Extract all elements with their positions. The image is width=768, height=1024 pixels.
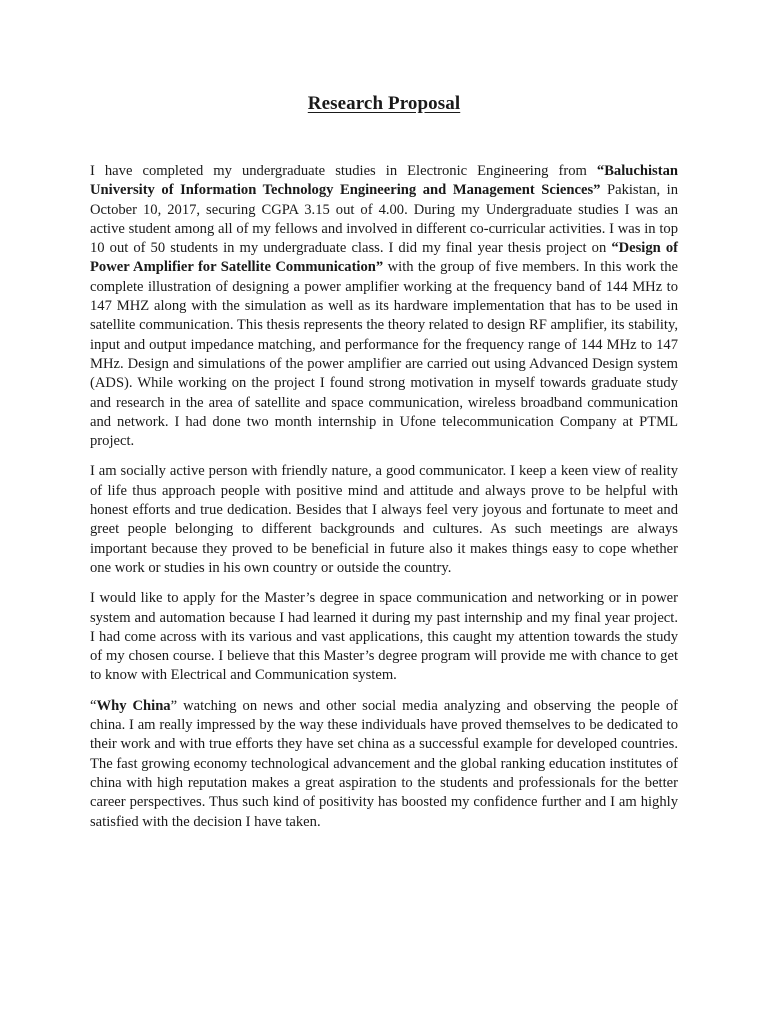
text-segment: I would like to apply for the Master’s degree in space communication and networking or in power system and automation because I had learned it during my past internship and my final year project. I had come across with its various and vast applications, this caught my attention towards the study of my chosen course. I believe that this Master’s degree program will provide me with chance to get to know with Electrical and Communication system. [90, 590, 678, 684]
document-title: Research Proposal [307, 93, 461, 114]
paragraph-why-china [90, 697, 678, 832]
text-segment: I have completed my undergraduate studies in Electronic Engineering from [90, 163, 597, 179]
bold-text-segment: “Design of Power Amplifier for Satellite Communication” [90, 240, 678, 276]
paragraph-education [90, 162, 678, 451]
text-segment: with the group of five members. In this work the complete illustration of designing a power amplifier working at the frequency band of 144 MHz to 147 MHZ along with the simulation as well as its hardware implementation that has to be used in satellite communication. This thesis represents the theory related to design RF amplifier, its stability, input and output impedance matching, and performance for the frequency range of 144 MHz to 147 MHz. Design and simulations of the power amplifier are carried out using Advanced Design system (ADS). While working on the project I found strong motivation in myself towards graduate study and research in the area of satellite and space communication, wireless broadband communication and network. I had done two month internship in Ufone telecommunication Company at PTML project. [90, 259, 679, 450]
paragraph-masters-goal [90, 589, 678, 685]
document-page [90, 0, 678, 832]
bold-text-segment: Why China [96, 697, 171, 714]
bold-text-segment: “Baluchistan University of Information Technology Engineering and Management Sciences” [90, 163, 678, 199]
text-segment: ” watching on news and other social media analyzing and observing the people of china. I am really impressed by the way these individuals have proved themselves to be dedicated to their work and with true efforts they have set china as a successful example for developed countries. The fast growing economy technological advancement and the global ranking education institutes of china with high reputation makes a great aspiration to the students and professionals for the better career perspectives. Thus such kind of positivity has boosted my confidence further and I am highly satisfied with the decision I have taken. [90, 697, 679, 830]
text-segment: I am socially active person with friendly nature, a good communicator. I keep a keen view of reality of life thus approach people with positive mind and attitude and always prove to be helpful with honest efforts and true dedication. Besides that I always feel very joyous and fortunate to meet and greet people belonging to different backgrounds and cultures. As such meetings are always important because they proved to be beneficial in future also it makes things easy to cope whether one work or studies in his own country or outside the country. [90, 463, 678, 576]
paragraph-personality [90, 462, 678, 578]
text-segment: Pakistan, in October 10, 2017, securing CGPA 3.15 out of 4.00. During my Undergraduate studies I was an active student among all of my fellows and involved in different co-curricular activities. I was in top 10 out of 50 students in my undergraduate class. I did my final year thesis project on [90, 182, 678, 257]
text-segment: “ [90, 697, 97, 714]
